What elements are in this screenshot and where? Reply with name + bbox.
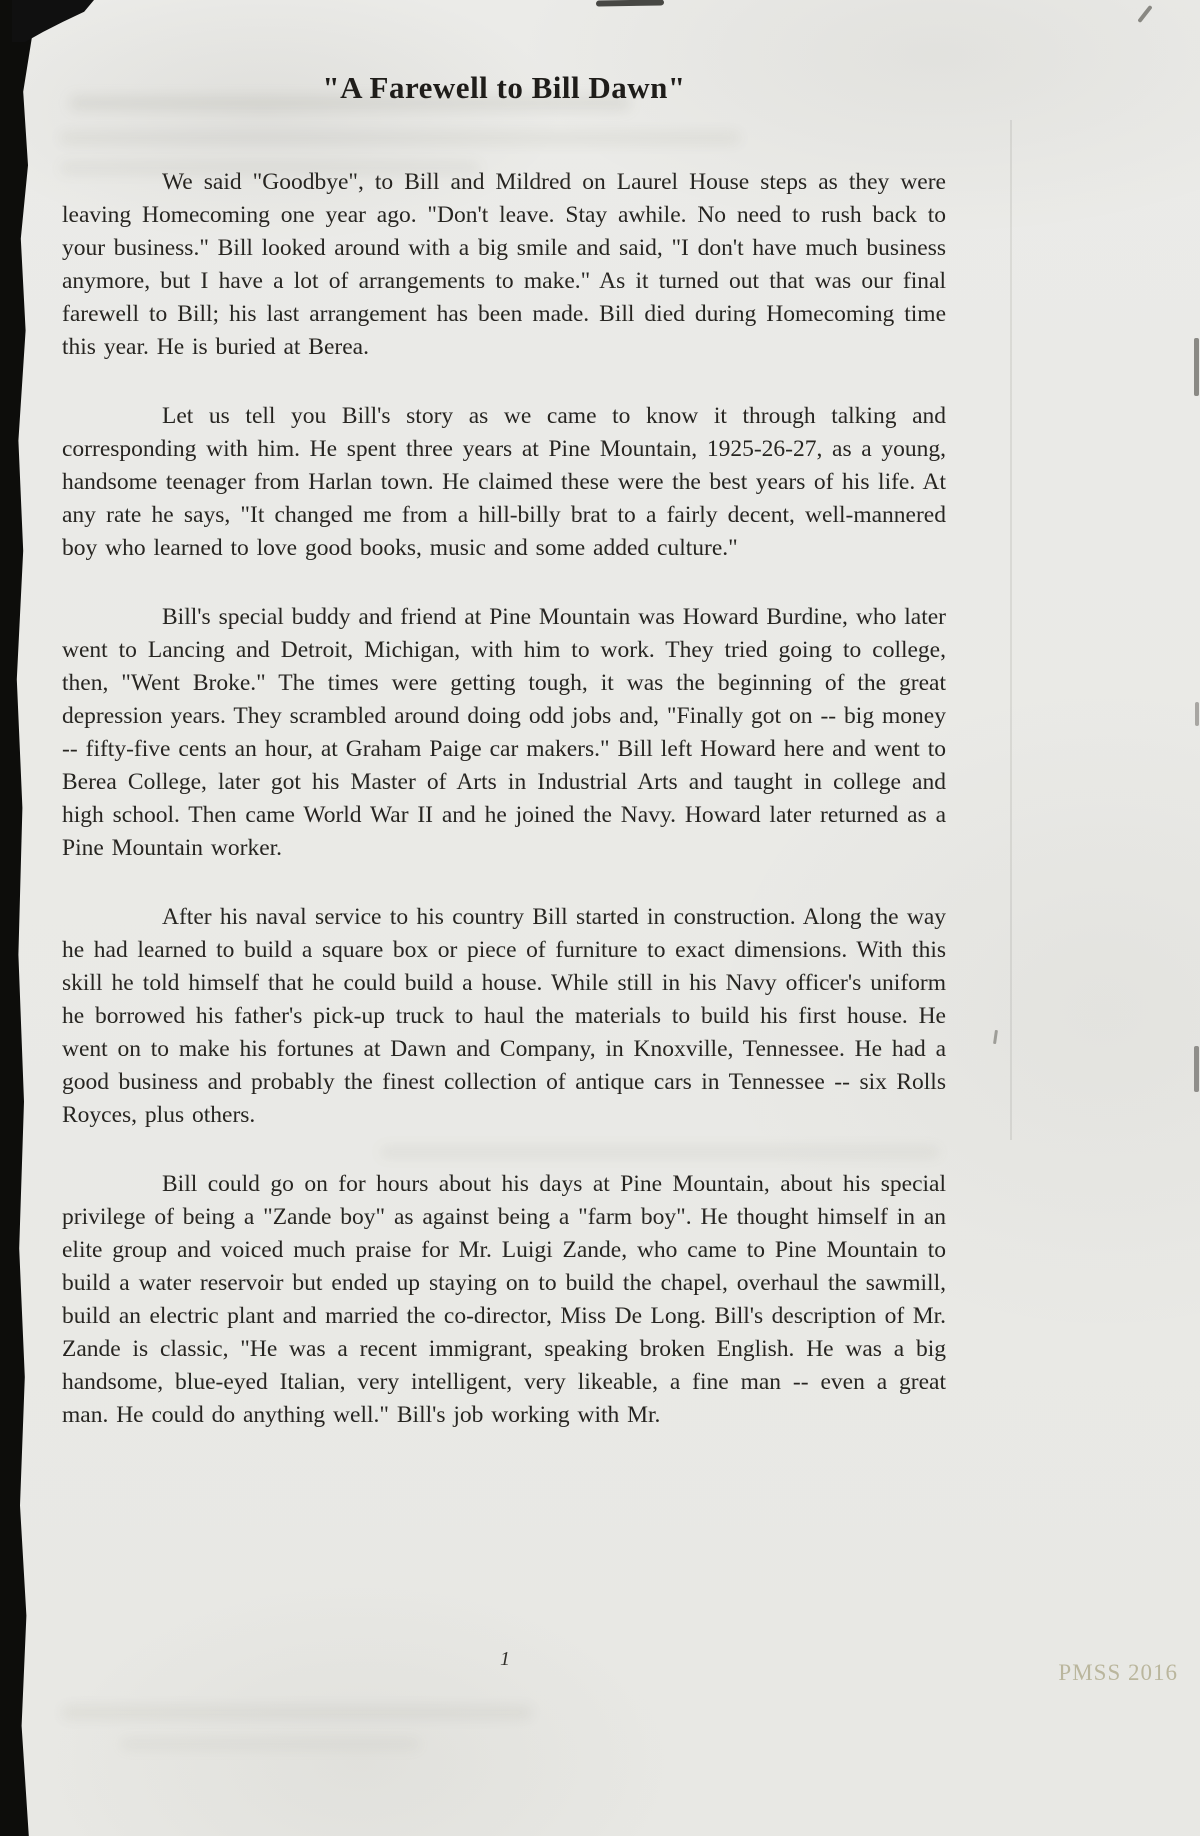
scan-artifact-top-left-blob [12,0,94,42]
paragraph-2: Let us tell you Bill's story as we came to know it through talking and corresponding with him. He spent three years at Pine Mountain, 1925-26-27, as a young, handsome teenager from Harlan town. He claimed these were the best years of his life. At any rate he says, "It changed me from a hill-billy brat to a fairly decent, well-mannered boy who learned to love good books, music and some added culture." [62,403,946,561]
paragraph-1: We said "Goodbye", to Bill and Mildred on Laurel House steps as they were leaving Homecoming one year ago. "Don't leave. Stay awhile. No need to rush back to your business." Bill looked around with a big smile and said, "I don't have much business anymore, but I have a lot of arrangements to make." As it turned out that was our final farewell to Bill; his last arrangement has been made. Bill died during Homecoming time this year. He is buried at Berea. [62,169,946,360]
scan-artifact-right-tick [1194,338,1199,396]
document-body [62,70,946,1468]
scan-bleedthrough-ghost [62,1706,532,1719]
paragraph-4: After his naval service to his country Bill started in construction. Along the way he had learned to build a square box or piece of furniture to exact dimensions. With this skill he told himself that he could build a house. While still in his Navy officer's uniform he borrowed his father's pick-up truck to haul the materials to build his first house. He went on to make his fortunes at Dawn and Company, in Knoxville, Tennessee. He had a good business and probably the finest collection of antique cars in Tennessee -- six Rolls Royces, plus others. [62,904,946,1128]
scan-bleedthrough-ghost [120,1738,420,1750]
scan-crease-line [1010,120,1012,1140]
paragraph-5: Bill could go on for hours about his days at Pine Mountain, about his special privilege of being a "Zande boy" as against being a "farm boy". He thought himself in an elite group and voiced much praise for Mr. Luigi Zande, who came to Pine Mountain to build a water reservoir but ended up staying on to build the chapel, overhaul the sawmill, build an electric plant and married the co-director, Miss De Long. Bill's description of Mr. Zande is classic, "He was a recent immigrant, speaking broken English. He was a big handsome, blue-eyed Italian, very intelligent, very likeable, a fine man -- even a great man. He could do anything well." Bill's job working with Mr. [62,1171,946,1428]
scan-edge-left-black-strip [0,0,40,1836]
page-title: "A Farewell to Bill Dawn" [322,70,686,105]
scan-artifact-right-tick [1195,702,1199,726]
scan-artifact-top-dash [596,0,664,7]
paragraph-3: Bill's special buddy and friend at Pine Mountain was Howard Burdine, who later went to Lancing and Detroit, Michigan, with him to work. They tried going to college, then, "Went Broke." The times were getting tough, it was the beginning of the great depression years. They scrambled around doing odd jobs and, "Finally got on -- big money -- fifty-five cents an hour, at Graham Paige car makers." Bill left Howard here and went to Berea College, later got his Master of Arts in Industrial Arts and taught in college and high school. Then came World War II and he joined the Navy. Howard later returned as a Pine Mountain worker. [62,604,946,861]
page-number: 1 [500,1648,510,1670]
watermark-pmss: PMSS 2016 [1058,1660,1178,1685]
scan-artifact-top-right-squiggle [1137,5,1152,23]
scan-artifact-stray-mark [993,1030,998,1044]
scan-artifact-right-tick [1194,1046,1199,1092]
